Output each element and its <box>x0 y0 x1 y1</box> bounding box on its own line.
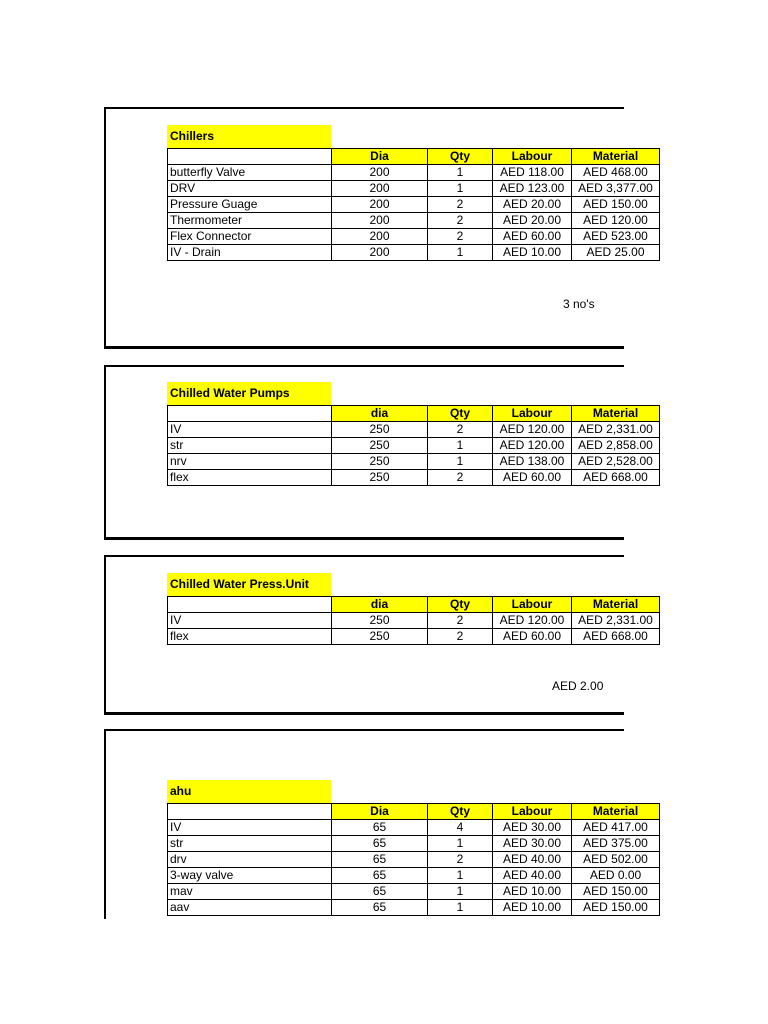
blank-header <box>168 149 332 165</box>
table-row <box>168 438 660 454</box>
material-cell: AED 150.00 <box>572 900 660 916</box>
material-cell: AED 668.00 <box>572 629 660 645</box>
dia-cell: 250 <box>332 613 428 629</box>
labour-cell: AED 10.00 <box>493 900 572 916</box>
labour-cell: AED 118.00 <box>493 165 572 181</box>
labour-cell: AED 40.00 <box>493 868 572 884</box>
material-cell: AED 2,331.00 <box>572 422 660 438</box>
qty-cell: 1 <box>428 165 493 181</box>
labour-cell: AED 120.00 <box>493 422 572 438</box>
dia-header: Dia <box>332 804 428 820</box>
dia-cell: 250 <box>332 454 428 470</box>
material-header: Material <box>572 597 660 613</box>
pumps-title: Chilled Water Pumps <box>167 382 331 405</box>
item-name: IV <box>168 820 332 836</box>
qty-header: Qty <box>428 804 493 820</box>
dia-cell: 65 <box>332 900 428 916</box>
qty-cell: 1 <box>428 438 493 454</box>
dia-cell: 200 <box>332 229 428 245</box>
labour-cell: AED 60.00 <box>493 629 572 645</box>
qty-header: Qty <box>428 406 493 422</box>
material-cell: AED 468.00 <box>572 165 660 181</box>
chillers-table <box>167 148 660 261</box>
qty-cell: 2 <box>428 852 493 868</box>
dia-cell: 65 <box>332 820 428 836</box>
material-cell: AED 502.00 <box>572 852 660 868</box>
material-cell: AED 25.00 <box>572 245 660 261</box>
dia-cell: 250 <box>332 629 428 645</box>
item-name: 3-way valve <box>168 868 332 884</box>
table-row <box>168 613 660 629</box>
item-name: flex <box>168 470 332 486</box>
labour-cell: AED 30.00 <box>493 820 572 836</box>
ahu-table <box>167 803 660 916</box>
item-name: IV <box>168 613 332 629</box>
material-cell: AED 2,858.00 <box>572 438 660 454</box>
blank-header <box>168 597 332 613</box>
press-unit-section <box>167 573 660 645</box>
material-cell: AED 2,528.00 <box>572 454 660 470</box>
material-cell: AED 523.00 <box>572 229 660 245</box>
table-row <box>168 629 660 645</box>
table-row <box>168 181 660 197</box>
chillers-title: Chillers <box>167 125 331 148</box>
ahu-title: ahu <box>167 780 331 803</box>
table-row <box>168 836 660 852</box>
dia-cell: 250 <box>332 422 428 438</box>
table-row <box>168 884 660 900</box>
material-header: Material <box>572 406 660 422</box>
dia-cell: 200 <box>332 213 428 229</box>
item-name: Pressure Guage <box>168 197 332 213</box>
qty-header: Qty <box>428 149 493 165</box>
dia-cell: 200 <box>332 181 428 197</box>
labour-header: Labour <box>493 406 572 422</box>
item-name: mav <box>168 884 332 900</box>
qty-cell: 2 <box>428 213 493 229</box>
material-header: Material <box>572 804 660 820</box>
dia-cell: 250 <box>332 470 428 486</box>
qty-cell: 1 <box>428 868 493 884</box>
qty-cell: 2 <box>428 613 493 629</box>
table-row <box>168 868 660 884</box>
item-name: DRV <box>168 181 332 197</box>
table-row <box>168 820 660 836</box>
labour-header: Labour <box>493 597 572 613</box>
item-name: str <box>168 438 332 454</box>
labour-header: Labour <box>493 804 572 820</box>
qty-cell: 1 <box>428 836 493 852</box>
item-name: drv <box>168 852 332 868</box>
item-name: str <box>168 836 332 852</box>
table-row <box>168 900 660 916</box>
table-row <box>168 213 660 229</box>
press-unit-title: Chilled Water Press.Unit <box>167 573 331 596</box>
table-row <box>168 229 660 245</box>
item-name: Flex Connector <box>168 229 332 245</box>
dia-cell: 250 <box>332 438 428 454</box>
item-name: IV <box>168 422 332 438</box>
labour-cell: AED 10.00 <box>493 245 572 261</box>
item-name: nrv <box>168 454 332 470</box>
qty-cell: 2 <box>428 629 493 645</box>
qty-cell: 2 <box>428 470 493 486</box>
dia-cell: 65 <box>332 852 428 868</box>
material-cell: AED 150.00 <box>572 197 660 213</box>
dia-cell: 200 <box>332 197 428 213</box>
dia-cell: 65 <box>332 884 428 900</box>
pumps-section <box>167 382 660 486</box>
qty-cell: 1 <box>428 454 493 470</box>
table-row <box>168 197 660 213</box>
dia-header: dia <box>332 597 428 613</box>
dia-cell: 65 <box>332 836 428 852</box>
material-cell: AED 3,377.00 <box>572 181 660 197</box>
ahu-section <box>167 780 660 916</box>
material-cell: AED 150.00 <box>572 884 660 900</box>
labour-cell: AED 60.00 <box>493 470 572 486</box>
table-row <box>168 454 660 470</box>
dia-cell: 200 <box>332 245 428 261</box>
table-row <box>168 165 660 181</box>
labour-cell: AED 120.00 <box>493 613 572 629</box>
material-cell: AED 668.00 <box>572 470 660 486</box>
pumps-table <box>167 405 660 486</box>
blank-header <box>168 804 332 820</box>
qty-cell: 2 <box>428 197 493 213</box>
press-unit-note: AED 2.00 <box>552 679 604 693</box>
labour-cell: AED 60.00 <box>493 229 572 245</box>
material-cell: AED 417.00 <box>572 820 660 836</box>
material-header: Material <box>572 149 660 165</box>
dia-header: Dia <box>332 149 428 165</box>
qty-cell: 1 <box>428 900 493 916</box>
table-row <box>168 422 660 438</box>
item-name: aav <box>168 900 332 916</box>
dia-cell: 200 <box>332 165 428 181</box>
material-cell: AED 2,331.00 <box>572 613 660 629</box>
table-row <box>168 852 660 868</box>
header-row <box>168 149 660 165</box>
chillers-section <box>167 125 660 261</box>
qty-cell: 2 <box>428 422 493 438</box>
table-row <box>168 245 660 261</box>
labour-cell: AED 120.00 <box>493 438 572 454</box>
labour-cell: AED 138.00 <box>493 454 572 470</box>
qty-cell: 1 <box>428 181 493 197</box>
labour-header: Labour <box>493 149 572 165</box>
blank-header <box>168 406 332 422</box>
item-name: butterfly Valve <box>168 165 332 181</box>
material-cell: AED 120.00 <box>572 213 660 229</box>
labour-cell: AED 40.00 <box>493 852 572 868</box>
header-row <box>168 804 660 820</box>
dia-header: dia <box>332 406 428 422</box>
labour-cell: AED 20.00 <box>493 213 572 229</box>
item-name: flex <box>168 629 332 645</box>
material-cell: AED 0.00 <box>572 868 660 884</box>
chillers-note: 3 no's <box>563 297 595 311</box>
header-row <box>168 597 660 613</box>
labour-cell: AED 20.00 <box>493 197 572 213</box>
qty-cell: 1 <box>428 245 493 261</box>
qty-cell: 2 <box>428 229 493 245</box>
item-name: Thermometer <box>168 213 332 229</box>
qty-cell: 4 <box>428 820 493 836</box>
item-name: IV - Drain <box>168 245 332 261</box>
press-unit-table <box>167 596 660 645</box>
header-row <box>168 406 660 422</box>
labour-cell: AED 10.00 <box>493 884 572 900</box>
qty-header: Qty <box>428 597 493 613</box>
qty-cell: 1 <box>428 884 493 900</box>
dia-cell: 65 <box>332 868 428 884</box>
labour-cell: AED 123.00 <box>493 181 572 197</box>
labour-cell: AED 30.00 <box>493 836 572 852</box>
table-row <box>168 470 660 486</box>
material-cell: AED 375.00 <box>572 836 660 852</box>
